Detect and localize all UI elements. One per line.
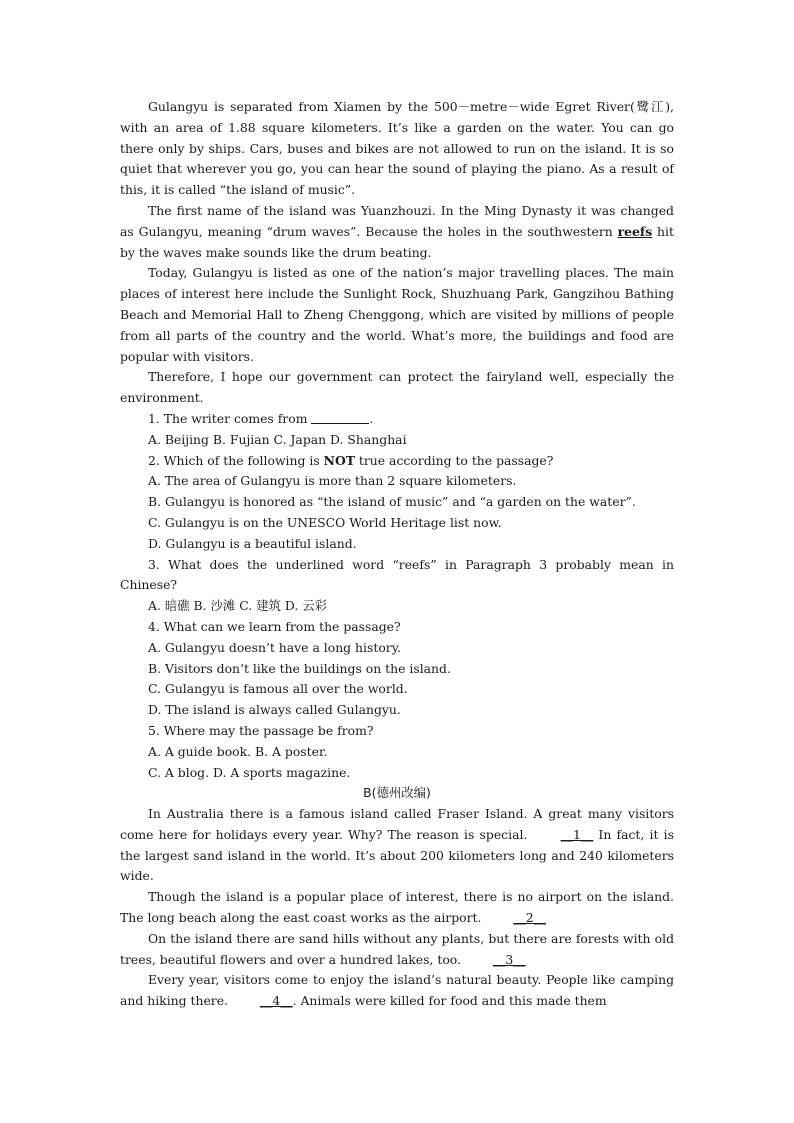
question-5-stem: 5. Where may the passage be from? [148, 722, 374, 738]
question-2-text-after: true according to the passage? [354, 452, 554, 468]
passage-a-paragraph-2 [120, 201, 674, 263]
passage-b-p1-before: In Australia there is a famous island called Fraser Island. A great many visitors come here for holidays every year. Why? The reason is special. [120, 806, 674, 842]
paragraph-2-text-after: hit by the waves make sounds like the drum beating. [120, 223, 674, 260]
gap-3: __3__ [492, 951, 526, 967]
question-3-stem: 3. What does the underlined word “reefs” in Paragraph 3 probably mean in Chinese? [120, 556, 674, 593]
question-4-option-d: D. The island is always called Gulangyu. [148, 702, 401, 718]
question-1-text: 1. The writer comes from [148, 410, 308, 426]
document-page [120, 97, 674, 1012]
question-2-text-before: 2. Which of the following is [148, 452, 324, 468]
question-2-option-a: A. The area of Gulangyu is more than 2 square kilometers. [148, 473, 517, 489]
passage-b-p4-before: Every year, visitors come to enjoy the island’s natural beauty. People like camping and hiking there. [120, 972, 674, 1009]
gap-4: __4__ [259, 993, 293, 1009]
question-4-option-b: B. Visitors don’t like the buildings on the island. [148, 660, 451, 676]
passage-a-paragraph-1: Gulangyu is separated from Xiamen by the 500－metre－wide Egret River(鹭江), with an area of 1.88 square kilometers. It’s like a garden on the water. You can go there only by ships. Cars, buses and bikes are not allowed to run on the island. It is so quiet that wherever you go, you can hear the sound of playing the piano. As a result of this, it is called “the island of music”. [120, 99, 674, 198]
question-2-option-b: B. Gulangyu is honored as “the island of music” and “a garden on the water”. [148, 494, 636, 510]
passage-b-p4-after: . Animals were killed for food and this made them [292, 993, 607, 1009]
question-4-stem: 4. What can we learn from the passage? [148, 618, 401, 634]
passage-b-paragraph-1 [120, 804, 674, 887]
passage-b-paragraph-3 [120, 929, 674, 971]
question-1-options: A. Beijing B. Fujian C. Japan D. Shanghai [148, 431, 407, 447]
gap-2: __2__ [513, 910, 547, 926]
question-4-option-a: A. Gulangyu doesn’t have a long history. [148, 639, 401, 655]
question-2-option-d: D. Gulangyu is a beautiful island. [148, 535, 357, 551]
question-2-option-c: C. Gulangyu is on the UNESCO World Heritage list now. [148, 514, 502, 530]
paragraph-2-text-before: The first name of the island was Yuanzhouzi. In the Ming Dynasty it was changed as Gulangyu, meaning “drum waves”. Because the holes in the southwestern [120, 202, 674, 239]
question-4-option-c: C. Gulangyu is famous all over the world. [148, 681, 408, 697]
section-b-heading: B(德州改编) [363, 785, 431, 801]
answer-blank [311, 410, 369, 424]
passage-b-p3-before: On the island there are sand hills without any plants, but there are forests with old trees, beautiful flowers and over a hundred lakes, too. [120, 930, 674, 967]
question-1-end: . [369, 410, 374, 426]
passage-b-paragraph-2 [120, 887, 674, 929]
passage-b-p1-after: In fact, it is the largest sand island in the world. It’s about 200 kilometers long and 240 kilometers wide. [120, 826, 674, 884]
question-3-options: A. 暗礁 B. 沙滩 C. 建筑 D. 云彩 [148, 598, 328, 614]
question-5-options-cd: C. A blog. D. A sports magazine. [148, 764, 351, 780]
passage-b-paragraph-4 [120, 970, 674, 1012]
question-2-stem [120, 451, 674, 472]
passage-b-p2-before: Though the island is a popular place of interest, there is no airport on the island. The long beach along the east coast works as the airport. [120, 889, 674, 926]
passage-a-paragraph-3: Today, Gulangyu is listed as one of the nation’s major travelling places. The main places of interest here include the Sunlight Rock, Shuzhuang Park, Gangzihou Bathing Beach and Memorial Hall to Zheng Chenggong, which are visited by millions of people from all parts of the country and the world. What’s more, the buildings and food are popular with visitors. [120, 265, 674, 364]
question-2-not: NOT [323, 452, 355, 468]
passage-a-paragraph-4: Therefore, I hope our government can protect the fairyland well, especially the environment. [120, 369, 674, 406]
question-5-options-ab: A. A guide book. B. A poster. [148, 743, 328, 759]
question-1-stem [120, 409, 674, 430]
gap-1: __1__ [560, 826, 594, 842]
underlined-word-reefs: reefs [617, 223, 653, 239]
